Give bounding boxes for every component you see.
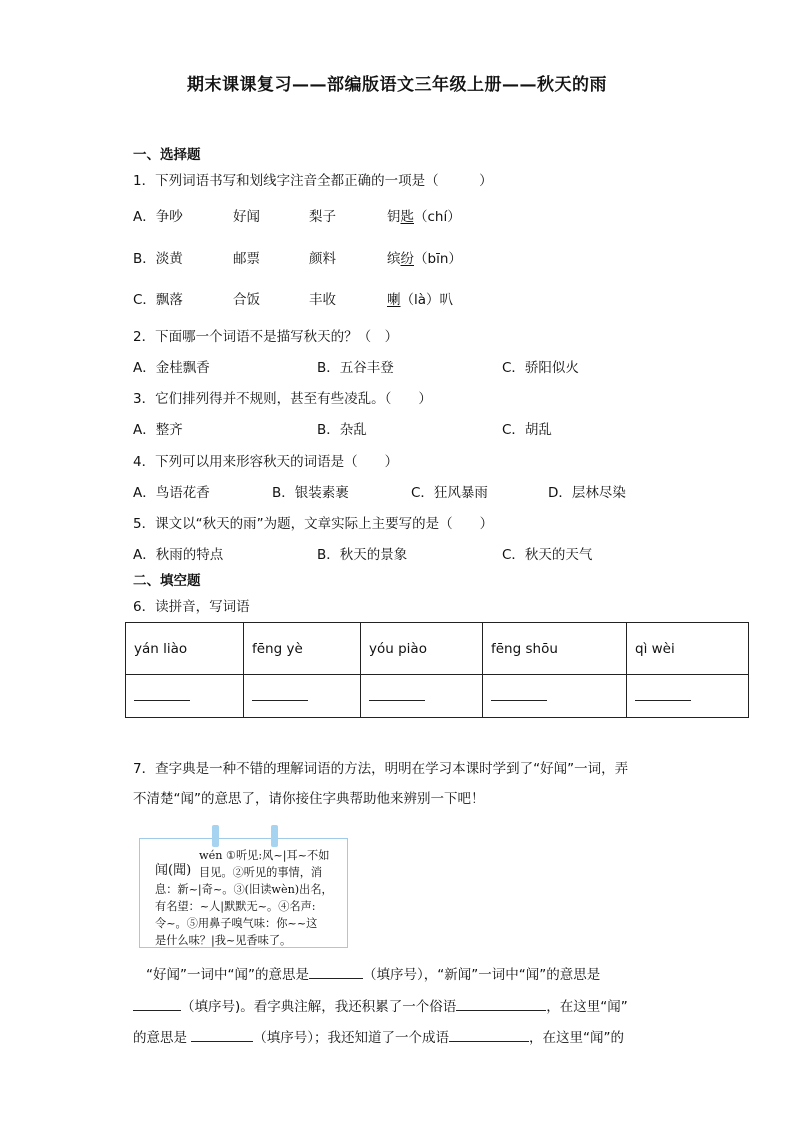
- q2-option-c: C．骄阳似火: [502, 360, 579, 376]
- q4-option-b: B．银装素裹: [272, 485, 349, 501]
- q1-b-w2: 邮票: [233, 251, 260, 267]
- answer-blank[interactable]: [134, 688, 190, 701]
- q1-a-label: A．争吵: [133, 209, 183, 225]
- answer-blank[interactable]: [635, 688, 691, 701]
- q2-stem: 2．下面哪一个词语不是描写秋天的？（ ）: [133, 329, 399, 345]
- q7-text: ，在这里“闻”的: [529, 1030, 625, 1046]
- fill-blank[interactable]: [309, 966, 363, 979]
- q1-b-w4-rest: （bīn）: [414, 251, 462, 267]
- q1-a-w4: [387, 208, 461, 226]
- q6-stem: 6．读拼音，写词语: [133, 599, 250, 615]
- q7-stem-line1: 7．查字典是一种不错的理解词语的方法，明明在学习本课时学到了“好闻”一词，弄: [133, 761, 629, 777]
- q7-stem-line2: 不清楚“闻”的意思了，请你接住字典帮助他来辨别一下吧！: [133, 791, 485, 807]
- q7-text: （填序号)。看字典注解，我还积累了一个俗语: [181, 999, 457, 1015]
- q3-option-b: B．杂乱: [317, 422, 367, 438]
- q5-option-a: A．秋雨的特点: [133, 547, 224, 563]
- q1-b-w4-underlined: 纷: [400, 251, 414, 267]
- q3-stem: 3．它们排列得并不规则，甚至有些凌乱。（ ）: [133, 391, 432, 407]
- q2-option-a: A．金桂飘香: [133, 360, 210, 376]
- dict-line: 目见。②听见的事情，消: [199, 866, 323, 879]
- answer-cell[interactable]: [361, 675, 483, 718]
- q1-c-w4: [387, 291, 453, 309]
- dictionary-headword: 闻(聞): [155, 863, 192, 878]
- pinyin-cell: qì wèi: [627, 623, 749, 675]
- binder-tab: [212, 825, 219, 847]
- q7-text: （填序号）；我还知道了一个成语: [253, 1030, 450, 1046]
- q1-b-w3: 颜料: [309, 251, 336, 267]
- dictionary-entry-image: [139, 838, 348, 948]
- q7-text: 的意思是: [133, 1030, 187, 1046]
- q5-option-c: C．秋天的天气: [502, 547, 593, 563]
- q1-b-w4-pre: 缤: [387, 251, 401, 267]
- q7-text: （填序号），“新闻”一词中“闻”的意思是: [362, 967, 601, 983]
- dict-line: 令~。⑤用鼻子嗅气味：你~~这: [155, 917, 318, 930]
- page-title: 期末课课复习——部编版语文三年级上册——秋天的雨: [187, 75, 607, 95]
- q4-option-d: D．层林尽染: [548, 485, 626, 501]
- q5-option-b: B．秋天的景象: [317, 547, 408, 563]
- q1-a-w3: 梨子: [309, 209, 336, 225]
- q7-para-line2: [133, 998, 663, 1016]
- q1-c-label: C．飘落: [133, 292, 183, 308]
- q2-option-b: B．五谷丰登: [317, 360, 394, 376]
- answer-cell[interactable]: [627, 675, 749, 718]
- q1-c-w4-underlined: 喇: [387, 292, 401, 308]
- dict-line: 息：新~|奇~。③(旧读wèn)出名，: [155, 883, 333, 896]
- pinyin-cell: fēng yè: [244, 623, 361, 675]
- q1-b-w4: [387, 250, 462, 268]
- answer-blank[interactable]: [369, 688, 425, 701]
- q1-c-w4-rest: （là）叭: [400, 292, 454, 308]
- binder-tab: [271, 825, 278, 847]
- answer-cell[interactable]: [483, 675, 627, 718]
- pinyin-cell: yán liào: [126, 623, 244, 675]
- q1-c-w2: 合饭: [233, 292, 260, 308]
- answer-blank[interactable]: [491, 688, 547, 701]
- fill-blank[interactable]: [133, 998, 181, 1011]
- pinyin-cell: yóu piào: [361, 623, 483, 675]
- q1-a-w4-pre: 钥: [387, 209, 401, 225]
- section-fill-heading: 二、填空题: [133, 573, 201, 589]
- dict-line: wén ①听见:风~|耳~不如: [199, 849, 330, 862]
- pinyin-table: [125, 622, 749, 718]
- q4-option-a: A．鸟语花香: [133, 485, 210, 501]
- q1-c-w3: 丰收: [309, 292, 336, 308]
- q3-option-a: A．整齐: [133, 422, 183, 438]
- q1-stem: 1．下列词语书写和划线字注音全都正确的一项是（ ）: [133, 173, 493, 189]
- q5-stem: 5．课文以“秋天的雨”为题，文章实际上主要写的是（ ）: [133, 516, 494, 532]
- q7-text: ，在这里“闻”: [546, 999, 628, 1015]
- answer-blank[interactable]: [252, 688, 308, 701]
- q1-a-w4-rest: （chí）: [414, 209, 461, 225]
- q7-para-line1: [146, 966, 676, 984]
- fill-blank[interactable]: [449, 1029, 529, 1042]
- q1-a-w4-underlined: 匙: [400, 209, 414, 225]
- q7-text: “好闻”一词中“闻”的意思是: [146, 967, 309, 983]
- dictionary-definition: [155, 847, 345, 949]
- answer-cell[interactable]: [244, 675, 361, 718]
- section-choice-heading: 一、选择题: [133, 147, 201, 163]
- answer-cell[interactable]: [126, 675, 244, 718]
- fill-blank[interactable]: [456, 998, 546, 1011]
- q4-stem: 4．下列可以用来形容秋天的词语是（ ）: [133, 454, 399, 470]
- q4-option-c: C．狂风暴雨: [411, 485, 488, 501]
- q1-b-label: B．淡黄: [133, 251, 183, 267]
- dict-line: 有名望：~人|默默无~。④名声:: [155, 900, 316, 913]
- q7-para-line3: [133, 1029, 663, 1047]
- q3-option-c: C．胡乱: [502, 422, 552, 438]
- dict-line: 是什么味？|我~见香味了。: [155, 934, 292, 947]
- pinyin-cell: fēng shōu: [483, 623, 627, 675]
- fill-blank[interactable]: [191, 1029, 253, 1042]
- q1-a-w2: 好闻: [233, 209, 260, 225]
